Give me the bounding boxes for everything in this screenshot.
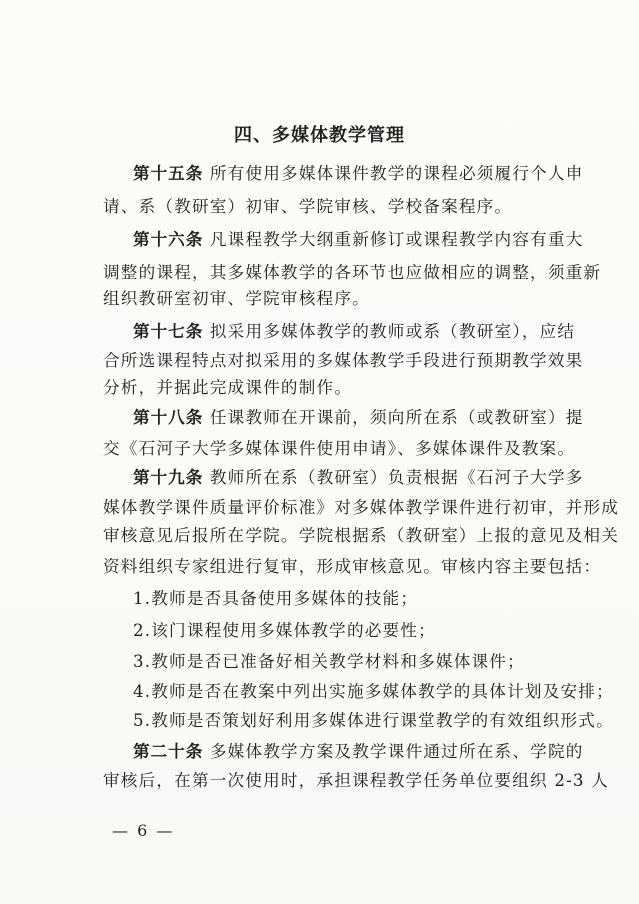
article-17-line-3: 分析，并据此完成课件的制作。 — [103, 378, 353, 397]
article-16-line-1 — [133, 229, 584, 251]
article-20-label: 第二十条 — [133, 742, 204, 761]
review-item-3: 3.教师是否已准备好相关教学材料和多媒体课件； — [133, 652, 525, 671]
article-18-label: 第十八条 — [133, 408, 204, 427]
article-16-line-2: 调整的课程，其多媒体教学的各环节也应做相应的调整，须重新 — [103, 263, 602, 282]
article-18-line-2: 交《石河子大学多媒体课件使用申请》、多媒体课件及教案。 — [103, 439, 576, 458]
article-19-line-1 — [133, 467, 584, 489]
article-16-text-1: 凡课程教学大纲重新修订或课程教学内容有重大 — [209, 230, 584, 249]
article-19-line-2: 媒体教学课件质量评价标准》对多媒体教学课件进行初审，并形成 — [103, 498, 620, 517]
article-20-line-1 — [133, 741, 584, 763]
review-item-4: 4.教师是否在教案中列出实施多媒体教学的具体计划及安排； — [133, 682, 614, 701]
article-15-label: 第十五条 — [133, 164, 204, 183]
article-20-line-2: 审核后，在第一次使用时，承担课程教学任务单位要组织 2-3 人 — [103, 771, 609, 790]
article-19-text-1: 教师所在系（教研室）负责根据《石河子大学多 — [209, 468, 584, 487]
review-item-2: 2.该门课程使用多媒体教学的必要性； — [133, 621, 436, 640]
article-18-line-1 — [133, 407, 584, 429]
article-16-line-3: 组织教研室初审、学院审核程序。 — [103, 289, 370, 308]
article-16-label: 第十六条 — [133, 230, 204, 249]
article-19-label: 第十九条 — [133, 468, 204, 487]
review-item-1: 1.教师是否具备使用多媒体的技能； — [133, 589, 419, 608]
article-17-label: 第十七条 — [133, 322, 204, 341]
page-number: — 6 — — [112, 821, 175, 840]
article-15-line-2: 请、系（教研室）初审、学院审核、学校备案程序。 — [103, 197, 513, 216]
article-15-line-1 — [133, 163, 584, 185]
article-20-text-1: 多媒体教学方案及教学课件通过所在系、学院的 — [209, 742, 584, 761]
article-19-line-4: 资料组织专家组进行复审，形成审核意见。审核内容主要包括： — [103, 557, 602, 576]
section-title: 四、多媒体教学管理 — [234, 125, 405, 146]
article-17-line-1 — [133, 321, 576, 343]
article-17-line-2: 合所选课程特点对拟采用的多媒体教学手段进行预期教学效果 — [103, 351, 584, 370]
article-19-line-3: 审核意见后报所在学院。学院根据系（教研室）上报的意见及相关 — [103, 526, 620, 545]
review-item-5: 5.教师是否策划好利用多媒体进行课堂教学的有效组织形式。 — [133, 711, 614, 730]
article-17-text-1: 拟采用多媒体教学的教师或系（教研室），应结 — [209, 322, 576, 341]
article-15-text-1: 所有使用多媒体课件教学的课程必须履行个人申 — [209, 164, 584, 183]
article-18-text-1: 任课教师在开课前，须向所在系（或教研室）提 — [209, 408, 584, 427]
